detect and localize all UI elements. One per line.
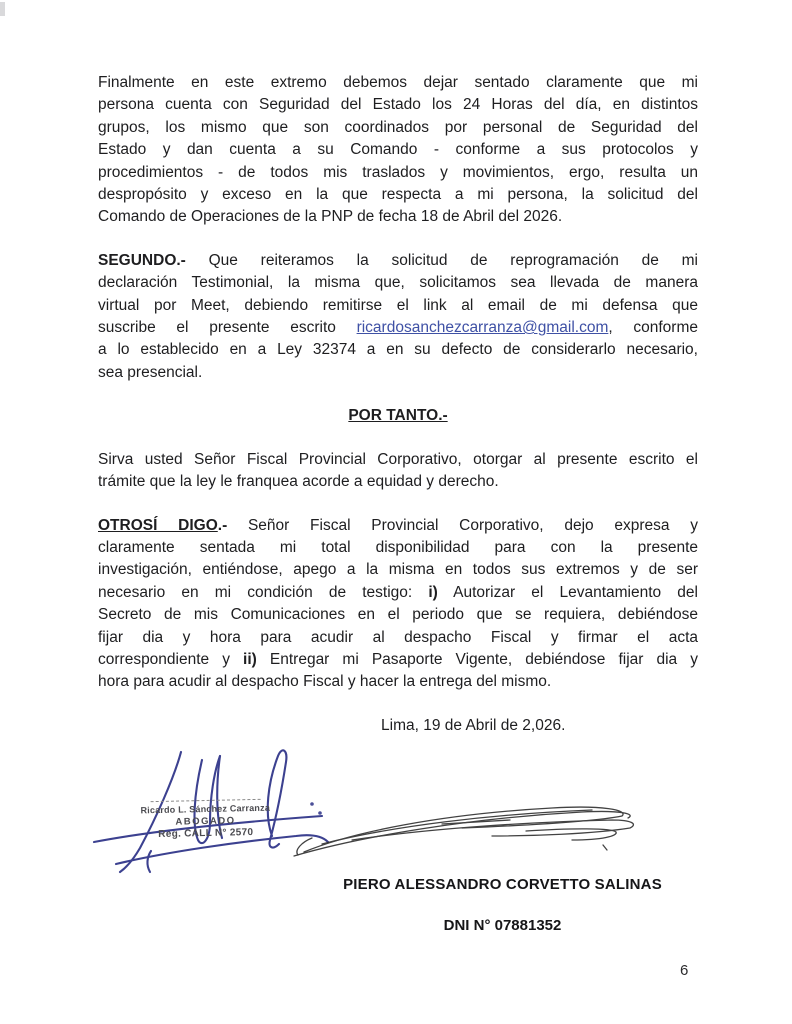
date-line: Lima, 19 de Abril de 2,026.	[381, 716, 566, 734]
text-segment: sea presencial.	[98, 363, 203, 381]
text-line	[98, 162, 698, 184]
text-line	[98, 339, 698, 361]
text-segment: POR TANTO.-	[348, 407, 448, 425]
text-segment: Finalmente en este extremo debemos dejar sentado claramente que mi	[98, 74, 698, 91]
text-segment: declaración Testimonial, la misma que, solicitamos sea llevada de manera	[98, 274, 698, 292]
text-line	[98, 515, 698, 537]
text-segment: Autorizar el Levantamiento del	[437, 583, 698, 601]
text-segment: a lo establecido en a Ley 32374 a en su defecto de considerarlo necesario,	[98, 341, 698, 359]
text-line	[98, 559, 698, 581]
declarant-signature-image	[292, 784, 692, 879]
text-segment: i)	[428, 583, 438, 601]
text-segment: despropósito y exceso en la que respecta a mi persona, la solicitud del	[98, 186, 698, 204]
text-line	[98, 671, 698, 693]
text-segment: trámite que la ley le franquea acorde a equidad y derecho.	[98, 473, 499, 491]
text-segment: hora para acudir al despacho Fiscal y hacer la entrega del mismo.	[98, 673, 552, 691]
text-segment: Comando de Operaciones de la PNP de fecha 18 de Abril del 2026.	[98, 208, 563, 226]
text-segment: investigación, entiéndose, apego a la misma en todos sus extremos y de ser	[98, 561, 698, 579]
text-segment: , conforme	[608, 319, 698, 337]
text-segment: fijar dia y hora para acudir al despacho Fiscal y firmar el acta	[98, 628, 698, 646]
stamp-lawyer-name: Ricardo L. Sánchez Carranza	[140, 802, 271, 816]
text-line	[98, 405, 698, 427]
text-line	[98, 94, 698, 116]
text-segment: .-	[217, 516, 228, 534]
text-segment: Entregar mi Pasaporte Vigente, debiéndose fijar dia y	[256, 650, 698, 668]
heading-por-tanto	[98, 405, 698, 427]
text-line	[98, 317, 698, 339]
text-segment: Secreto de mis Comunicaciones en el periodo que se requiera, debiéndose	[98, 606, 698, 624]
text-line	[98, 184, 698, 206]
text-segment: claramente sentada mi total disponibilidad para con la presente	[98, 538, 698, 556]
text-segment: Señor Fiscal Provincial Corporativo, dejo expresa y	[227, 516, 698, 534]
document-body	[98, 72, 698, 737]
text-line	[98, 604, 698, 626]
text-segment: Sirva usted Señor Fiscal Provincial Corporativo, otorgar al presente escrito el	[98, 450, 698, 468]
text-segment: SEGUNDO.-	[98, 251, 186, 269]
text-segment: persona cuenta con Seguridad del Estado los 24 Horas del día, en distintos	[98, 96, 698, 114]
paragraph-finalmente	[98, 72, 698, 229]
text-line	[98, 139, 698, 161]
signature-area	[0, 736, 792, 996]
text-line	[98, 295, 698, 317]
paragraph-segundo	[98, 250, 698, 384]
text-segment: procedimientos - de todos mis traslados y movimientos, ergo, resulta un	[98, 163, 698, 181]
text-line	[98, 206, 698, 228]
text-segment: Estado y dan cuenta a su Comando - conforme a sus protocolos y	[98, 141, 698, 159]
stamp-title: ABOGADO	[175, 814, 236, 828]
signatory-name: PIERO ALESSANDRO CORVETTO SALINAS	[343, 876, 662, 893]
signatory-dni: DNI N° 07881352	[443, 917, 562, 934]
text-segment: virtual por Meet, debiendo remitirse el link al email de mi defensa que	[98, 296, 698, 314]
text-line	[98, 250, 698, 272]
text-segment: Que reiteramos la solicitud de reprogramación de mi	[185, 251, 698, 269]
text-line	[98, 72, 698, 94]
text-line	[98, 537, 698, 559]
text-line	[98, 449, 698, 471]
page-number: 6	[680, 962, 689, 979]
text-line	[98, 117, 698, 139]
stamp-registry: Reg. CALL N° 2570	[158, 827, 254, 840]
text-segment: necesario en mi condición de testigo:	[98, 583, 429, 601]
text-segment: OTROSÍ DIGO	[98, 516, 218, 534]
email-link[interactable]: ricardosanchezcarranza@gmail.com	[356, 319, 609, 337]
text-line	[98, 471, 698, 493]
text-line	[98, 272, 698, 294]
scan-artifact	[0, 2, 5, 16]
paragraph-otrosi	[98, 515, 698, 694]
paragraph-sirva	[98, 449, 698, 494]
lawyer-stamp	[103, 798, 309, 843]
text-segment: correspondiente y	[98, 650, 244, 668]
text-line	[98, 627, 698, 649]
text-line	[98, 362, 698, 384]
text-line	[98, 649, 698, 671]
paragraph-host	[98, 72, 698, 694]
text-segment: suscribe el presente escrito	[98, 319, 357, 337]
text-line	[98, 582, 698, 604]
text-segment: grupos, los mismo que son coordinados por personal de Seguridad del	[98, 118, 698, 136]
text-segment: ii)	[243, 650, 257, 668]
